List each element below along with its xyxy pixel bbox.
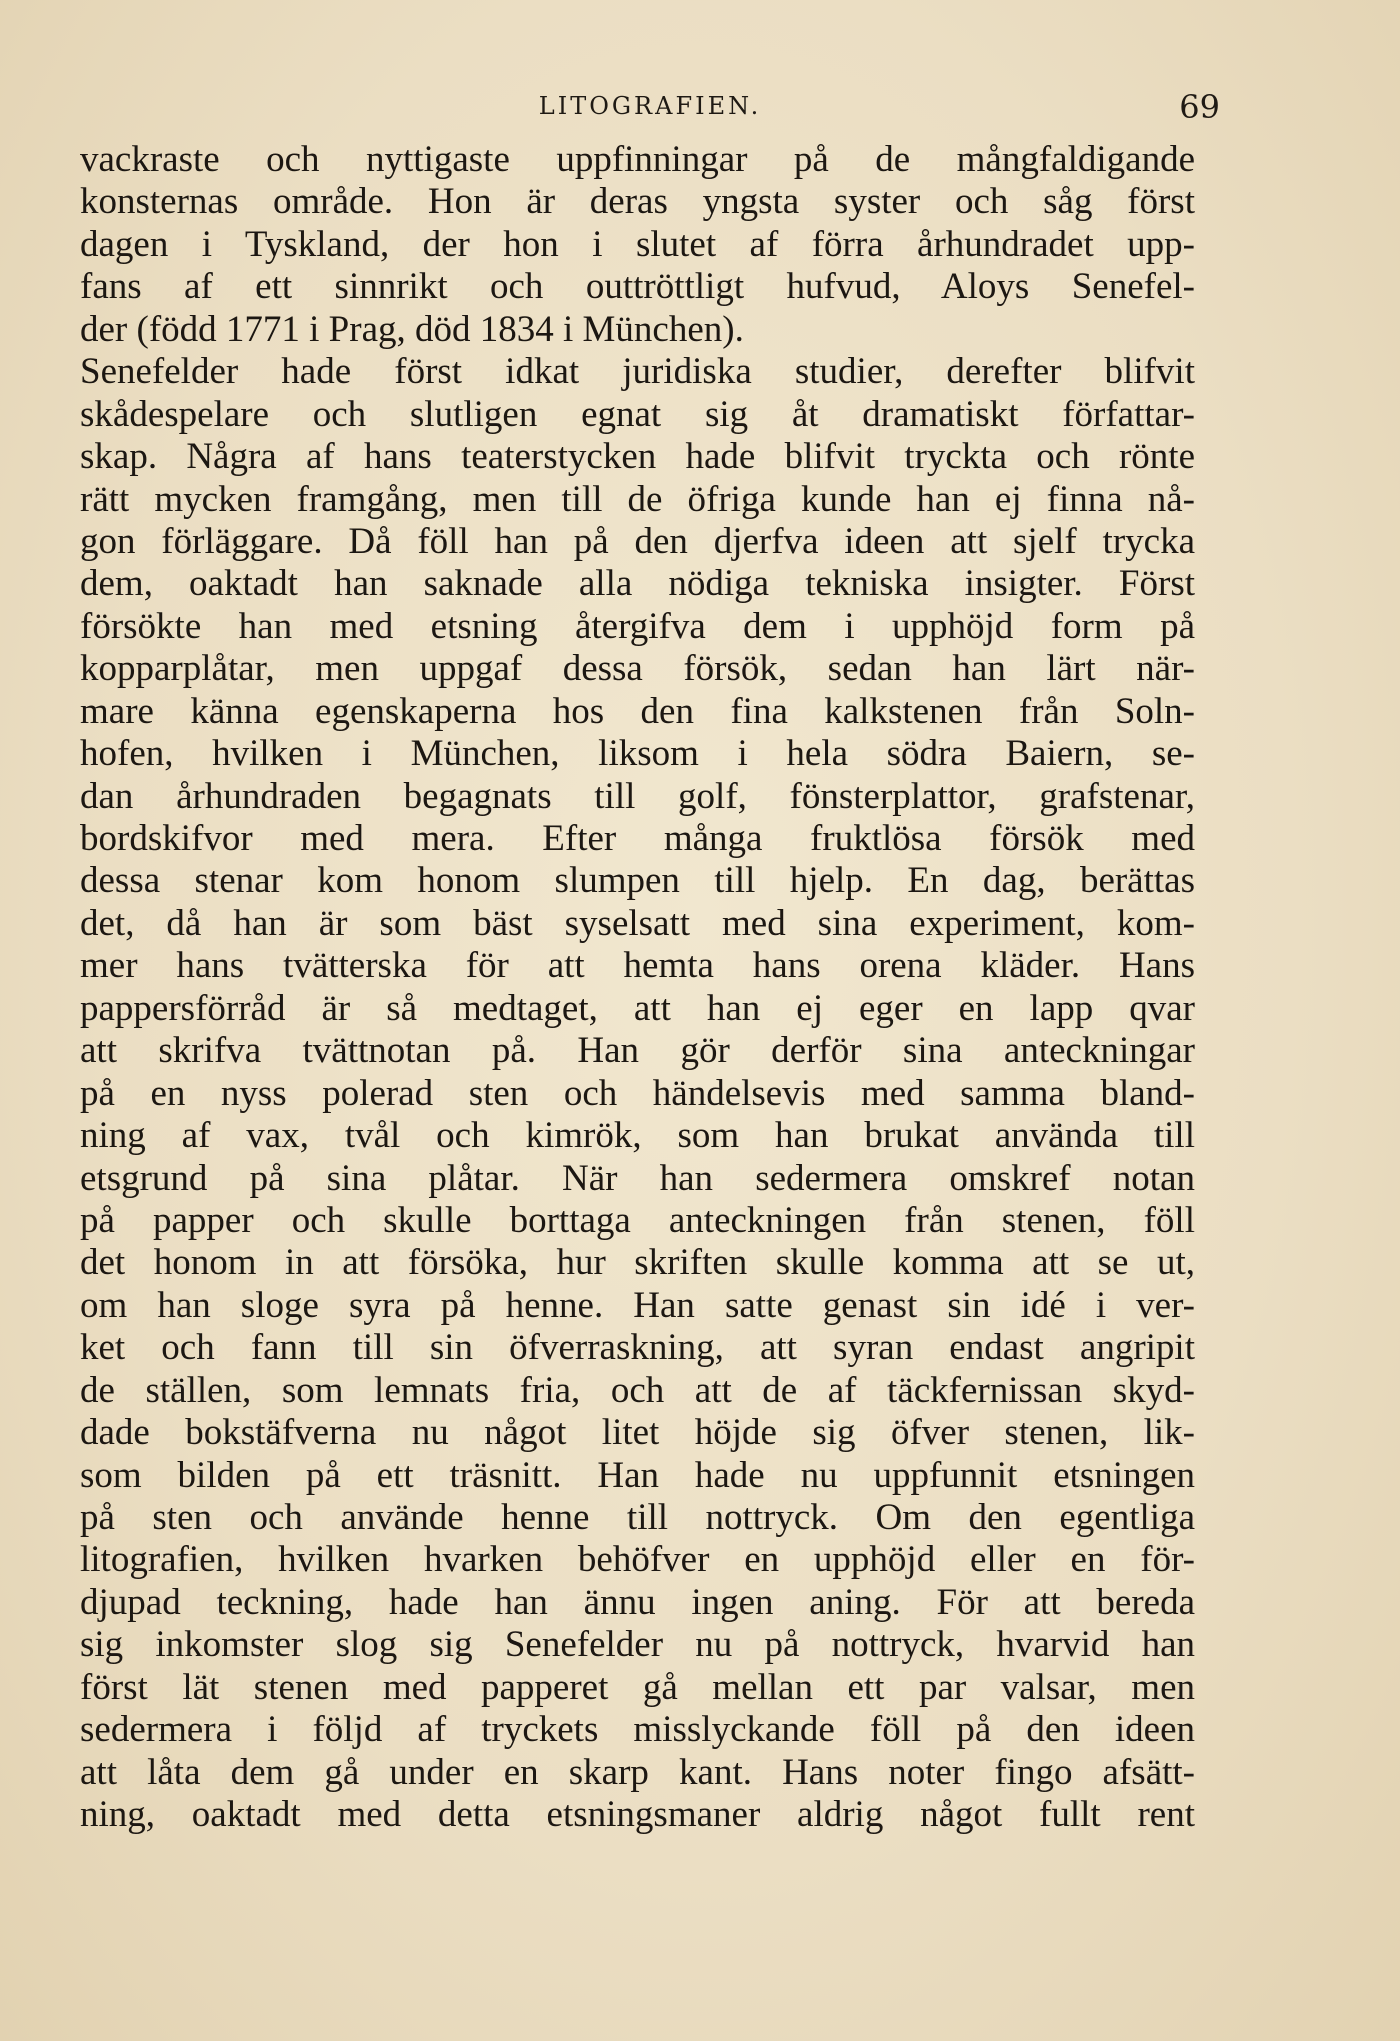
- text-line: litografien, hvilken hvarken behöfver en upphöjd eller en för-: [80, 1539, 1195, 1581]
- text-line: de ställen, som lemnats fria, och att de af täckfernissan skyd-: [80, 1369, 1195, 1411]
- text-line: etsgrund på sina plåtar. När han sedermera omskref notan: [80, 1157, 1195, 1199]
- text-line: det, då han är som bäst syselsatt med sina experiment, kom-: [80, 902, 1195, 944]
- text-line: att låta dem gå under en skarp kant. Hans noter fingo afsätt-: [80, 1751, 1195, 1793]
- text-line: ning, oaktadt med detta etsningsmaner aldrig något fullt rent: [80, 1794, 1195, 1836]
- text-line: på sten och använde henne till nottryck. Om den egentliga: [80, 1497, 1195, 1538]
- text-line: hofen, hvilken i München, liksom i hela södra Baiern, se-: [80, 733, 1195, 775]
- text-line: skap. Några af hans teaterstycken hade blifvit tryckta och rönte: [80, 436, 1195, 478]
- text-line: ning af vax, tvål och kimrök, som han brukat använda till: [80, 1115, 1195, 1157]
- text-line: om han sloge syra på henne. Han satte genast sin idé i ver-: [80, 1284, 1195, 1326]
- text-line: försökte han med etsning återgifva dem i upphöjd form på: [80, 605, 1195, 647]
- text-line: på en nyss polerad sten och händelsevis med samma bland-: [80, 1072, 1195, 1114]
- text-line: på papper och skulle borttaga anteckningen från stenen, föll: [80, 1199, 1195, 1241]
- text-line: der (född 1771 i Prag, död 1834 i München).: [80, 308, 744, 350]
- text-line: som bilden på ett träsnitt. Han hade nu uppfunnit etsningen: [80, 1454, 1195, 1496]
- page-header: [80, 88, 1220, 132]
- text-line: rätt mycken framgång, men till de öfriga kunde han ej finna nå-: [80, 478, 1195, 520]
- text-line: fans af ett sinnrikt och outtröttligt hufvud, Aloys Senefel-: [80, 266, 1195, 308]
- text-line: dessa stenar kom honom slumpen till hjelp. En dag, berättas: [80, 860, 1195, 902]
- text-line: dagen i Tyskland, der hon i slutet af förra århundradet upp-: [80, 223, 1195, 265]
- text-line: ket och fann till sin öfverraskning, att syran endast angripit: [80, 1327, 1195, 1369]
- text-line: mare känna egenskaperna hos den fina kalkstenen från Soln-: [80, 690, 1195, 732]
- text-line: gon förläggare. Då föll han på den djerfva ideen att sjelf trycka: [80, 520, 1195, 562]
- text-line: dade bokstäfverna nu något litet höjde sig öfver stenen, lik-: [80, 1412, 1195, 1454]
- text-line: sedermera i följd af tryckets misslyckande föll på den ideen: [80, 1709, 1195, 1751]
- body-text: [80, 139, 1195, 1837]
- running-title: LITOGRAFIEN.: [538, 92, 762, 120]
- text-line: pappersförråd är så medtaget, att han ej eger en lapp qvar: [80, 987, 1195, 1029]
- text-line: först lät stenen med papperet gå mellan ett par valsar, men: [80, 1666, 1195, 1708]
- text-line: vackraste och nyttigaste uppfinningar på de mångfaldigande: [80, 139, 1195, 180]
- text-line: Senefelder hade först idkat juridiska studier, derefter blifvit: [80, 351, 1195, 393]
- text-line: sig inkomster slog sig Senefelder nu på nottryck, hvarvid han: [80, 1624, 1195, 1666]
- text-line: skådespelare och slutligen egnat sig åt dramatiskt författar-: [80, 393, 1195, 435]
- page-number: 69: [1179, 88, 1220, 126]
- text-line: dan århundraden begagnats till golf, fönsterplattor, grafstenar,: [80, 775, 1195, 817]
- text-line: mer hans tvätterska för att hemta hans orena kläder. Hans: [80, 945, 1195, 987]
- text-line: att skrifva tvättnotan på. Han gör derför sina anteckningar: [80, 1030, 1195, 1072]
- text-line: konsternas område. Hon är deras yngsta syster och såg först: [80, 181, 1195, 223]
- text-line: kopparplåtar, men uppgaf dessa försök, sedan han lärt när-: [80, 648, 1195, 690]
- text-line: dem, oaktadt han saknade alla nödiga tekniska insigter. Först: [80, 563, 1195, 605]
- text-line: det honom in att försöka, hur skriften skulle komma att se ut,: [80, 1242, 1195, 1284]
- text-line: bordskifvor med mera. Efter många fruktlösa försök med: [80, 818, 1195, 859]
- text-line: djupad teckning, hade han ännu ingen aning. För att bereda: [80, 1581, 1195, 1623]
